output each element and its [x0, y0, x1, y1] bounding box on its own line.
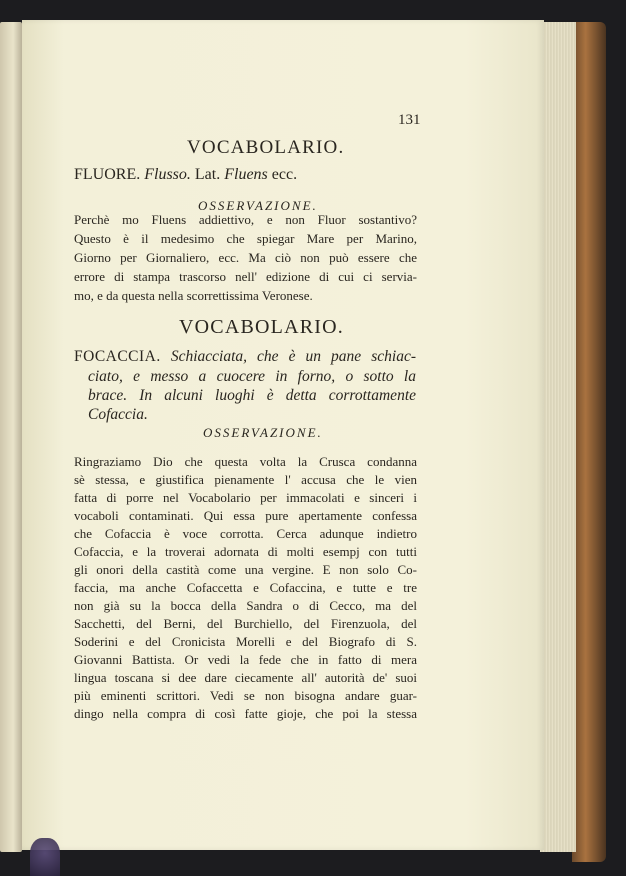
bookmark-ribbon — [30, 838, 60, 876]
text-line: Questo è il medesimo che spiegar Mare per Marino, — [74, 231, 417, 246]
text-line: vocaboli contaminati. Qui essa pure apertamente confessa — [74, 508, 417, 523]
entry-definition: Flusso. — [144, 166, 191, 183]
text-line: mo, e da questa nella scorrettissima Veronese. — [74, 288, 313, 303]
text-line: errore di stampa trascorso nell' edizione di cui ci servia- — [74, 269, 417, 284]
page-stack — [540, 22, 576, 852]
book-page — [22, 20, 544, 850]
book-cover-edge — [572, 22, 606, 862]
section-heading-1: VOCABOLARIO. — [187, 137, 345, 158]
text-line: Sacchetti, del Berni, del Burchiello, del Firenzuola, del — [74, 616, 417, 631]
text-line: che Cofaccia è voce corrotta. Cerca adunque indietro — [74, 526, 417, 541]
entry-definition-line — [88, 387, 416, 405]
page-number: 131 — [398, 112, 421, 128]
left-page-edge — [0, 22, 22, 852]
entry-fluore — [74, 166, 297, 184]
entry-text: Cofaccia. — [88, 406, 148, 423]
text-line: più eminenti scrittori. Vedi se non bisogna andare guar- — [74, 688, 417, 703]
text-line: sè stessa, e giustifica pienamente l' accusa che le vien — [74, 472, 417, 487]
section-heading-2: VOCABOLARIO. — [179, 316, 344, 338]
text-line: Soderini e del Cronicista Morelli e del Biografo di S. — [74, 634, 417, 649]
text-line: Perchè mo Fluens addiettivo, e non Fluor sostantivo? — [74, 212, 417, 227]
entry-word: FOCACCIA. — [74, 348, 161, 365]
text-line: gli onori della castità come una vergine. E non solo Co- — [74, 562, 417, 577]
entry-definition-line — [88, 368, 416, 386]
entry-definition-line — [88, 406, 416, 424]
text-line: dingo nella compra di così fatte gioje, che poi la stessa — [74, 706, 417, 721]
entry-ecc: ecc. — [271, 166, 298, 183]
text-line: non già su la bocca della Sandra o di Cecco, ma del — [74, 598, 417, 613]
text-line: Ringraziamo Dio che questa volta la Crusca condanna — [74, 454, 417, 469]
entry-lat: Lat. — [194, 166, 221, 183]
text-line: faccia, ma anche Cofaccetta e Cofaccina, e tutte e tre — [74, 580, 417, 595]
observation-title-1: OSSERVAZIONE. — [198, 198, 318, 213]
entry-focaccia — [74, 348, 416, 366]
text-line: lingua toscana si dee dare ciecamente all' autorità de' suoi — [74, 670, 417, 685]
entry-text: brace. In alcuni luoghi è detta corrottamente — [88, 387, 416, 404]
text-line: fatta di porre nel Vocabolario per immacolati e sinceri i — [74, 490, 417, 505]
text-line: Giorno per Giornaliero, ecc. Ma ciò non può essere che — [74, 250, 417, 265]
text-line: Giovanni Battista. Or vedi la fede che in fatto di mera — [74, 652, 417, 667]
observation-title-2: OSSERVAZIONE. — [203, 425, 323, 440]
entry-text: ciato, e messo a cuocere in forno, o sotto la — [88, 368, 416, 385]
entry-word: FLUORE. — [74, 166, 141, 183]
entry-fluens: Fluens — [224, 166, 268, 183]
entry-definition-line: Schiacciata, che è un pane schiac- — [170, 348, 416, 365]
text-line: Cofaccia, e la troverai adornata di molti esempj con tutti — [74, 544, 417, 559]
